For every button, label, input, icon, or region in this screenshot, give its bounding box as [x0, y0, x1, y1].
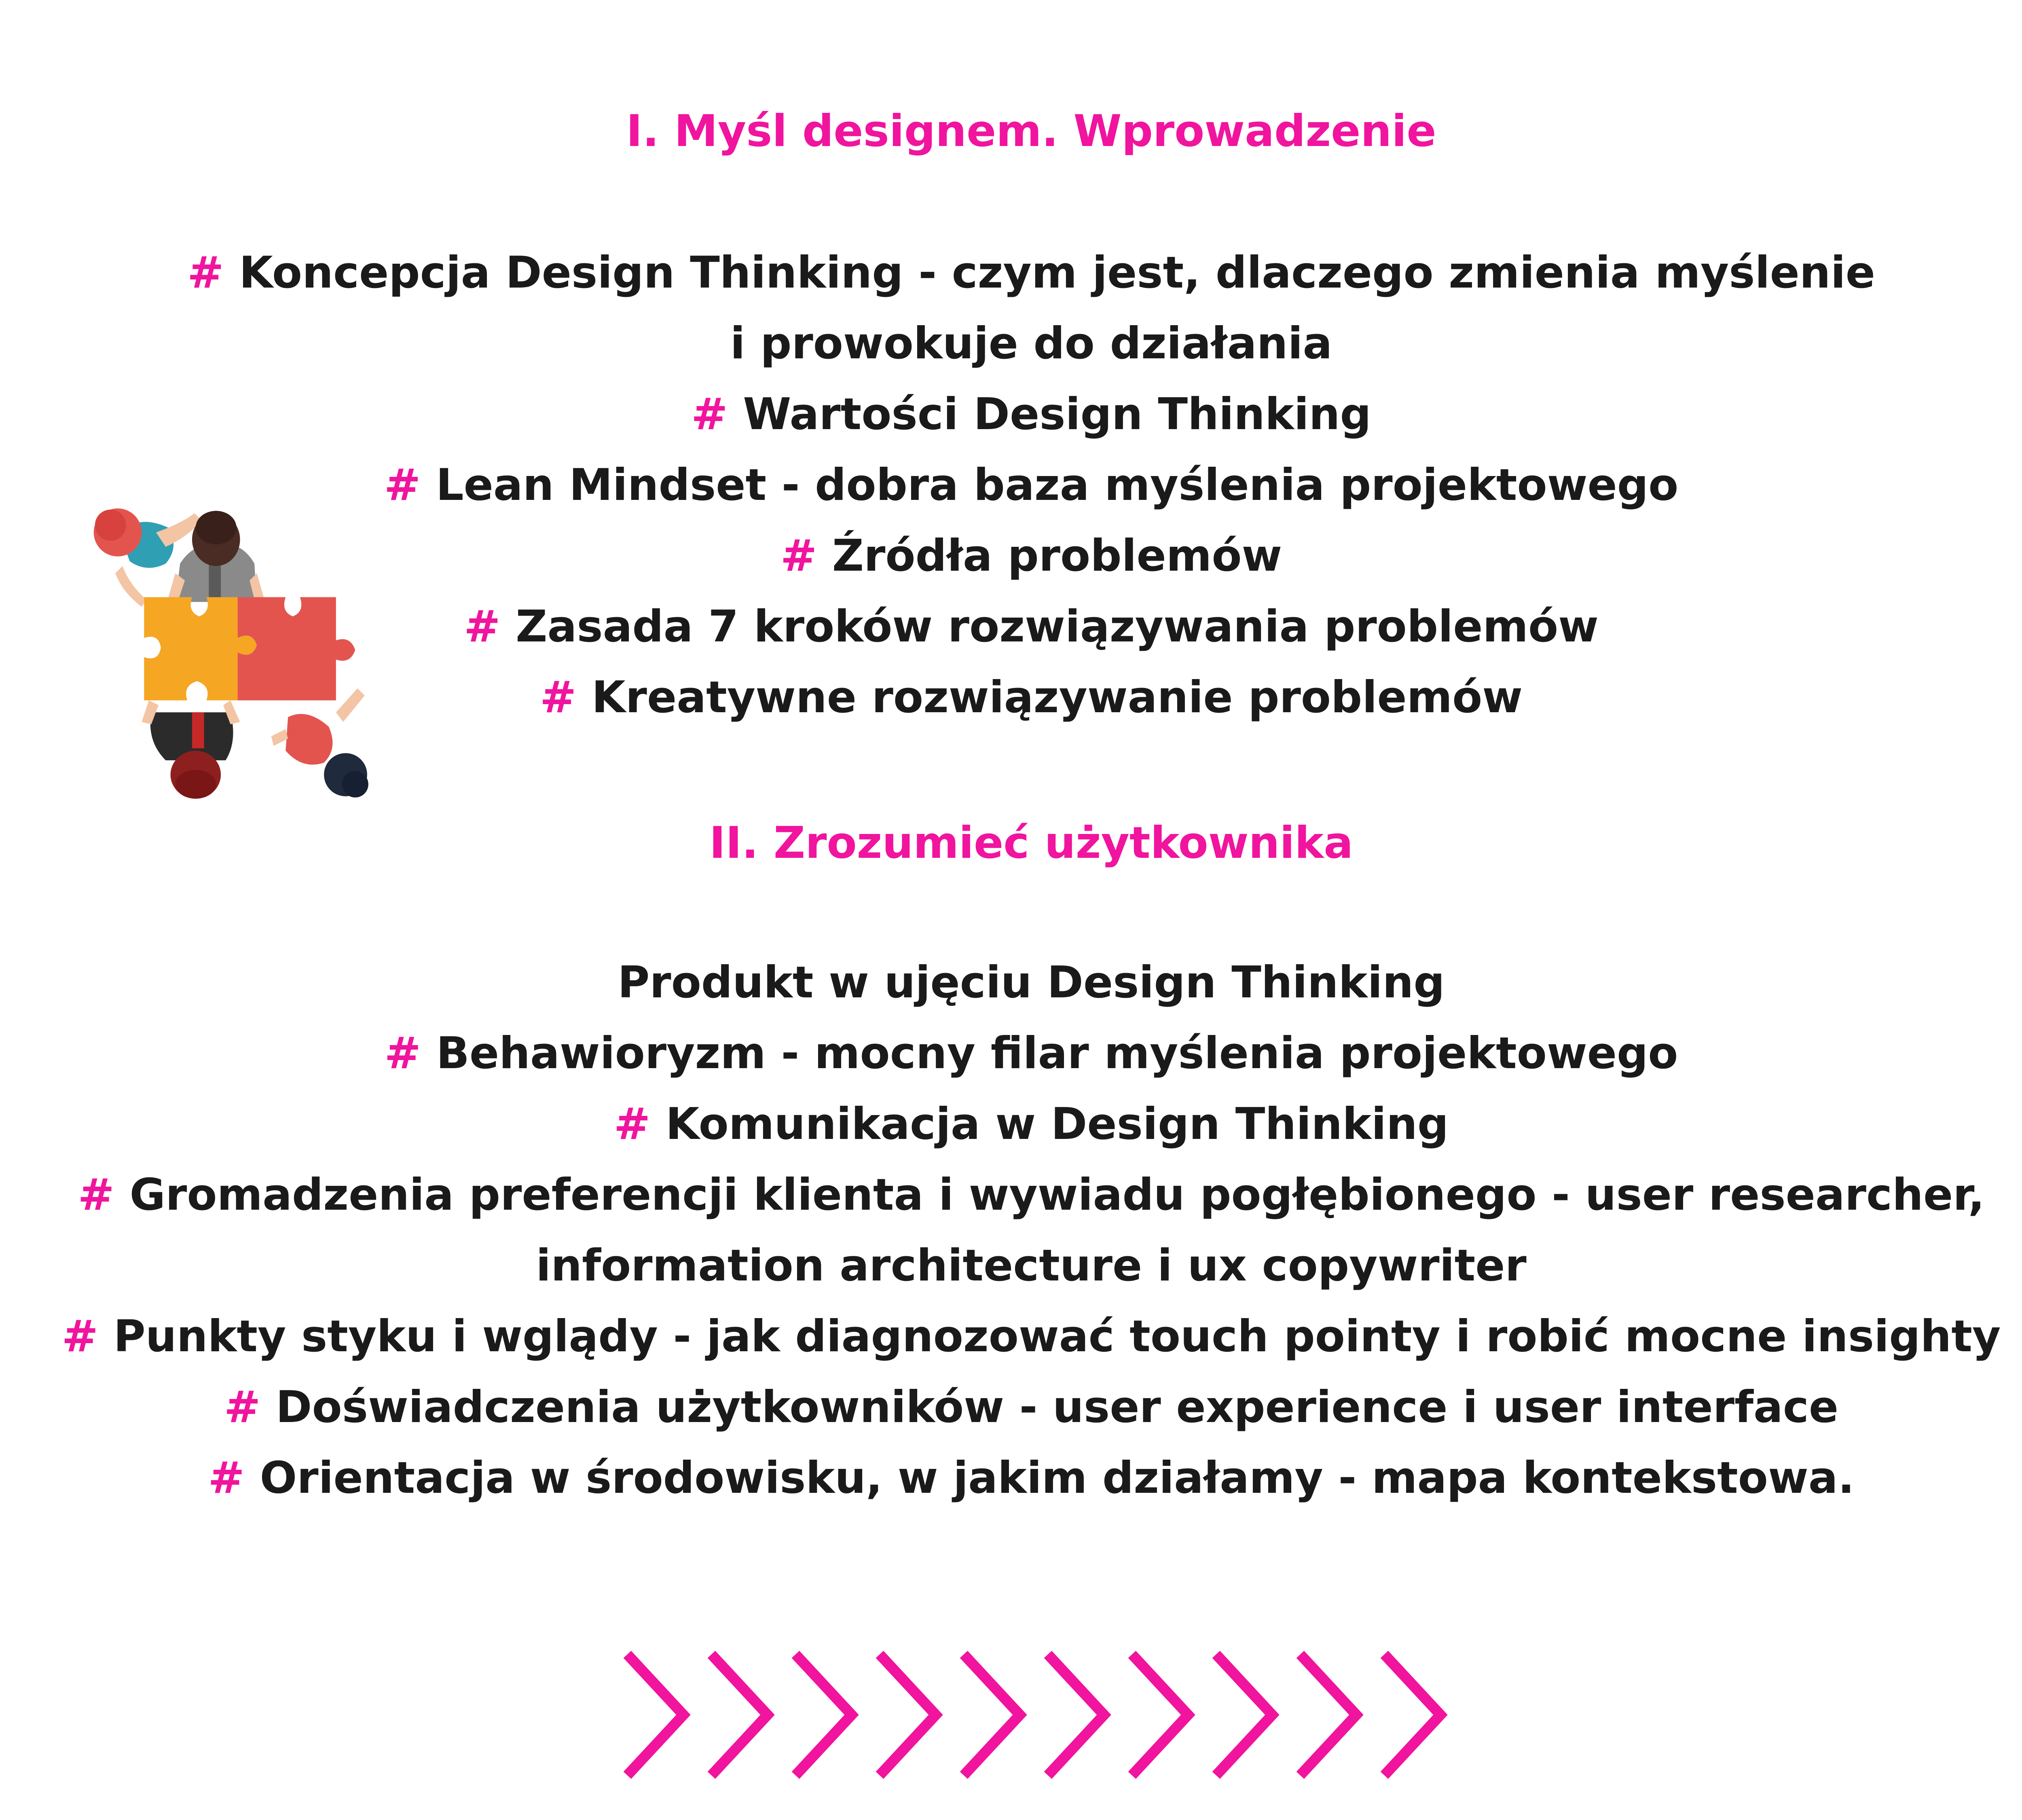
line-text: i prowokuje do działania — [730, 318, 1332, 369]
line-text: Komunikacja w Design Thinking — [650, 1099, 1449, 1149]
line-text: Koncepcja Design Thinking - czym jest, dlaczego zmienia myślenie — [224, 248, 1875, 298]
chevron-right-icon — [631, 1658, 683, 1771]
person-bottom-left — [142, 700, 240, 799]
chevron-right-icon — [1051, 1658, 1104, 1771]
hash-marker: # — [613, 1099, 651, 1149]
section-2-line-6 — [0, 1310, 2022, 1363]
line-text: Produkt w ujęciu Design Thinking — [618, 957, 1445, 1008]
hash-marker: # — [384, 1028, 421, 1079]
section-2-line-4 — [0, 1169, 2022, 1221]
puzzle-teamwork-icon — [49, 477, 400, 825]
section-2-line-8 — [0, 1452, 2022, 1505]
chevron-arrows — [619, 1650, 1468, 1780]
hash-marker: # — [224, 1382, 261, 1433]
section-2-line-1 — [0, 957, 2022, 1009]
hash-marker: # — [691, 389, 728, 440]
chevron-right-icon — [1304, 1658, 1356, 1771]
section-2-line-3 — [0, 1098, 2022, 1151]
hash-marker: # — [208, 1453, 245, 1503]
line-text: Doświadczenia użytkowników - user experience i user interface — [260, 1382, 1839, 1433]
line-text: Zasada 7 kroków rozwiązywania problemów — [500, 601, 1599, 652]
hash-marker: # — [384, 460, 421, 510]
line-text: Lean Mindset - dobra baza myślenia projektowego — [421, 460, 1679, 510]
section-1-line-3 — [0, 388, 2022, 441]
chevron-right-icon — [883, 1658, 936, 1771]
section-1-line-2 — [0, 317, 2022, 370]
section-2-heading: II. Zrozumieć użytkownika — [709, 818, 1354, 868]
hash-marker: # — [78, 1170, 114, 1220]
hash-marker: # — [780, 531, 817, 581]
line-text: Behawioryzm - mocny filar myślenia projektowego — [421, 1028, 1678, 1079]
hash-marker: # — [539, 672, 577, 723]
section-2-line-7 — [0, 1381, 2022, 1434]
chevron-right-icon — [799, 1658, 852, 1771]
person-bottom-right — [271, 688, 368, 798]
line-text: Kreatywne rozwiązywanie problemów — [576, 672, 1523, 723]
hash-marker: # — [464, 601, 501, 652]
hash-marker: # — [61, 1311, 99, 1362]
line-text: Punkty styku i wglądy - jak diagnozować touch pointy i robić mocne insighty — [98, 1311, 2001, 1362]
section-2-line-2 — [0, 1027, 2022, 1080]
chevron-right-icon — [967, 1658, 1020, 1771]
section-1-heading: I. Myśl designem. Wprowadzenie — [626, 106, 1436, 157]
hash-marker: # — [187, 248, 224, 298]
chevron-right-icon — [715, 1658, 768, 1771]
line-text: Orientacja w środowisku, w jakim działamy - mapa kontekstowa. — [244, 1453, 1855, 1503]
section-2-line-5 — [0, 1240, 2022, 1292]
line-text: Źródła problemów — [817, 531, 1282, 581]
line-text: information architecture i ux copywriter — [536, 1240, 1527, 1291]
chevron-right-icon — [1220, 1658, 1272, 1771]
section-1-line-1 — [0, 247, 2022, 299]
line-text: Gromadzenia preferencji klienta i wywiadu pogłębionego - user researcher, — [114, 1170, 1985, 1220]
chevron-right-icon — [1388, 1658, 1440, 1771]
chevron-right-icon — [1136, 1658, 1188, 1771]
line-text: Wartości Design Thinking — [728, 389, 1371, 440]
